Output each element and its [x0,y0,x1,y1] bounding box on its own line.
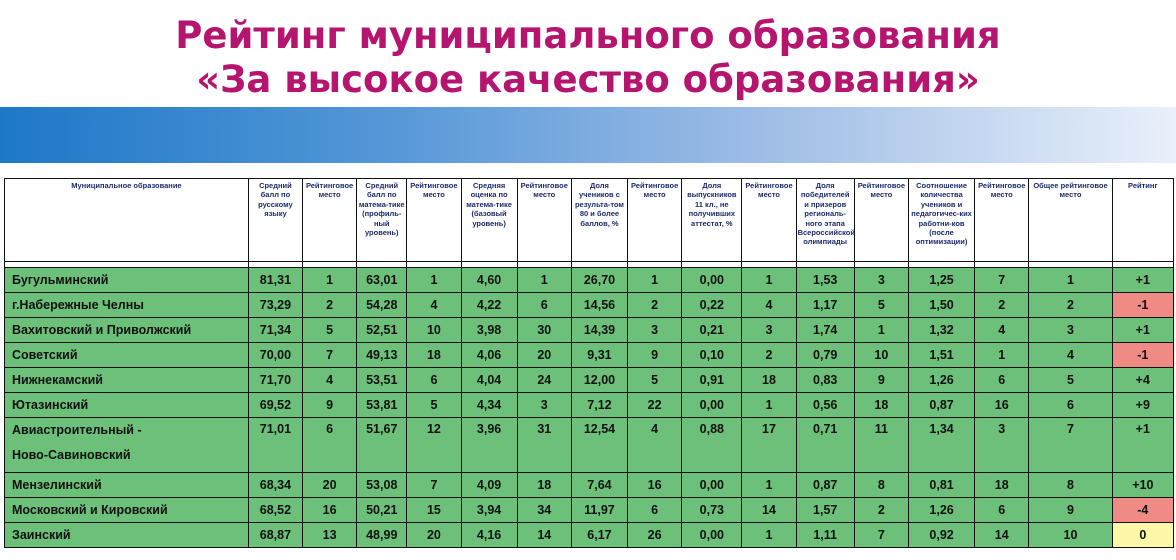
value-cell: 0,87 [908,393,974,418]
value-cell: 50,21 [357,498,407,523]
value-cell: 24 [517,368,571,393]
value-cell: 3 [742,318,796,343]
value-cell: 12,54 [571,418,627,473]
value-cell: 4,22 [461,293,517,318]
value-cell: 5 [1029,368,1112,393]
value-cell: 17 [742,418,796,473]
municipality-name [5,393,249,418]
value-cell: 7 [407,473,461,498]
value-cell: 12 [407,418,461,473]
value-cell: 73,29 [248,293,302,318]
municipality-name-line: Московский и Кировский [12,503,168,517]
value-cell: 0,88 [682,418,742,473]
value-cell: 5 [628,368,682,393]
rating-change-cell: 0 [1112,523,1173,548]
value-cell: 6 [1029,393,1112,418]
table-row [5,343,1174,368]
value-cell: 2 [628,293,682,318]
value-cell: 7 [1029,418,1112,473]
value-cell: 1,34 [908,418,974,473]
value-cell: 5 [303,318,357,343]
value-cell: 1 [517,268,571,293]
value-cell: 11,97 [571,498,627,523]
value-cell: 6 [407,368,461,393]
municipality-name-line: Нижнекамский [12,373,103,387]
header-col-14: Рейтинговое место [975,179,1029,262]
value-cell: 4,09 [461,473,517,498]
value-cell: 3 [628,318,682,343]
value-cell: 1 [854,318,908,343]
municipality-name [5,368,249,393]
value-cell: 18 [854,393,908,418]
value-cell: 0,00 [682,473,742,498]
value-cell: 3,94 [461,498,517,523]
header-row [5,179,1174,262]
rating-change-cell: -4 [1112,498,1173,523]
header-col-6: Рейтинговое место [517,179,571,262]
value-cell: 4,34 [461,393,517,418]
value-cell: 1,74 [796,318,854,343]
value-cell: 3 [854,268,908,293]
value-cell: 6 [975,368,1029,393]
value-cell: 53,51 [357,368,407,393]
value-cell: 48,99 [357,523,407,548]
value-cell: 5 [407,393,461,418]
value-cell: 1 [742,473,796,498]
header-col-12: Рейтинговое место [854,179,908,262]
value-cell: 51,67 [357,418,407,473]
value-cell: 0,22 [682,293,742,318]
municipality-name-line: Бугульминский [12,273,109,287]
value-cell: 0,83 [796,368,854,393]
value-cell: 22 [628,393,682,418]
value-cell: 14,56 [571,293,627,318]
value-cell: 1,25 [908,268,974,293]
rating-change-cell: +1 [1112,418,1173,473]
rating-table [4,178,1174,548]
value-cell: 1,26 [908,498,974,523]
header-col-9: Доля выпускников 11 кл., не получивших аттестат, % [682,179,742,262]
value-cell: 1 [628,268,682,293]
value-cell: 4,60 [461,268,517,293]
value-cell: 9 [1029,498,1112,523]
title-line-1: Рейтинг муниципального образования [175,14,1001,57]
municipality-name [5,318,249,343]
value-cell: 1,53 [796,268,854,293]
table-row [5,368,1174,393]
value-cell: 14 [742,498,796,523]
value-cell: 3 [975,418,1029,473]
header-col-11: Доля победителей и призеров региональ-ного этапа Всероссийской олимпиады [796,179,854,262]
value-cell: 0,87 [796,473,854,498]
value-cell: 18 [742,368,796,393]
value-cell: 1 [407,268,461,293]
value-cell: 18 [975,473,1029,498]
municipality-name [5,268,249,293]
rating-change-cell: -1 [1112,343,1173,368]
value-cell: 3,96 [461,418,517,473]
value-cell: 1,32 [908,318,974,343]
value-cell: 71,01 [248,418,302,473]
value-cell: 8 [1029,473,1112,498]
value-cell: 0,92 [908,523,974,548]
rating-change-cell: +4 [1112,368,1173,393]
value-cell: 3 [517,393,571,418]
table-row [5,293,1174,318]
value-cell: 4 [975,318,1029,343]
value-cell: 34 [517,498,571,523]
table-row [5,418,1174,473]
value-cell: 0,00 [682,393,742,418]
value-cell: 7 [303,343,357,368]
value-cell: 0,71 [796,418,854,473]
table-row [5,393,1174,418]
value-cell: 6 [517,293,571,318]
value-cell: 2 [742,343,796,368]
header-col-13: Соотношение количества учеников и педагогичес-ких работни-ков (после оптимизации) [908,179,974,262]
value-cell: 3,98 [461,318,517,343]
value-cell: 0,73 [682,498,742,523]
header-col-7: Доля учеников с результа-том 80 и более баллов, % [571,179,627,262]
value-cell: 1 [1029,268,1112,293]
value-cell: 69,52 [248,393,302,418]
value-cell: 6 [303,418,357,473]
value-cell: 0,91 [682,368,742,393]
value-cell: 2 [1029,293,1112,318]
value-cell: 1 [742,393,796,418]
value-cell: 4 [742,293,796,318]
header-col-8: Рейтинговое место [628,179,682,262]
value-cell: 1,57 [796,498,854,523]
table-row [5,473,1174,498]
municipality-name-line: Заинский [12,528,71,542]
value-cell: 9 [628,343,682,368]
municipality-name-line: Советский [12,348,78,362]
value-cell: 2 [303,293,357,318]
rating-change-cell: +1 [1112,318,1173,343]
value-cell: 0,79 [796,343,854,368]
header-col-2: Рейтинговое место [303,179,357,262]
value-cell: 31 [517,418,571,473]
value-cell: 14,39 [571,318,627,343]
value-cell: 11 [854,418,908,473]
municipality-name [5,293,249,318]
rating-change-cell: -1 [1112,293,1173,318]
municipality-name [5,523,249,548]
header-col-15: Общее рейтинговое место [1029,179,1112,262]
header-col-4: Рейтинговое место [407,179,461,262]
header-col-10: Рейтинговое место [742,179,796,262]
value-cell: 68,52 [248,498,302,523]
table-body [5,262,1174,548]
table-row [5,523,1174,548]
value-cell: 16 [303,498,357,523]
table-row [5,498,1174,523]
value-cell: 12,00 [571,368,627,393]
value-cell: 53,81 [357,393,407,418]
value-cell: 52,51 [357,318,407,343]
value-cell: 5 [854,293,908,318]
value-cell: 0,81 [908,473,974,498]
value-cell: 18 [407,343,461,368]
value-cell: 54,28 [357,293,407,318]
header-col-16: Рейтинг [1112,179,1173,262]
value-cell: 53,08 [357,473,407,498]
value-cell: 7,64 [571,473,627,498]
value-cell: 0,21 [682,318,742,343]
municipality-name-line: г.Набережные Челны [12,298,144,312]
header-col-1: Средний балл по русскому языку [248,179,302,262]
value-cell: 18 [517,473,571,498]
municipality-name-line: Мензелинский [12,478,102,492]
table-row [5,268,1174,293]
value-cell: 1 [975,343,1029,368]
value-cell: 20 [517,343,571,368]
value-cell: 30 [517,318,571,343]
value-cell: 0,56 [796,393,854,418]
value-cell: 9 [303,393,357,418]
value-cell: 0,10 [682,343,742,368]
value-cell: 1 [742,268,796,293]
municipality-name-line: Ютазинский [12,398,89,412]
value-cell: 4,16 [461,523,517,548]
value-cell: 20 [303,473,357,498]
value-cell: 71,34 [248,318,302,343]
value-cell: 1,51 [908,343,974,368]
value-cell: 7 [975,268,1029,293]
table-row [5,318,1174,343]
value-cell: 1,50 [908,293,974,318]
rating-change-cell: +10 [1112,473,1173,498]
value-cell: 9 [854,368,908,393]
rating-change-cell: +1 [1112,268,1173,293]
municipality-name-line: Авиастроительный - [12,423,142,437]
value-cell: 1,26 [908,368,974,393]
value-cell: 1,17 [796,293,854,318]
value-cell: 15 [407,498,461,523]
municipality-name [5,343,249,368]
value-cell: 81,31 [248,268,302,293]
municipality-name-line: Вахитовский и Приволжский [12,323,192,337]
value-cell: 1,11 [796,523,854,548]
municipality-name [5,498,249,523]
value-cell: 14 [517,523,571,548]
value-cell: 4 [1029,343,1112,368]
value-cell: 0,00 [682,268,742,293]
municipality-name-line-2: Ново-Савиновский [12,448,131,462]
value-cell: 13 [303,523,357,548]
value-cell: 63,01 [357,268,407,293]
value-cell: 20 [407,523,461,548]
title-line-2: «За высокое качество образования» [196,58,980,101]
header-col-5: Средняя оценка по матема-тике (базовый уровень) [461,179,517,262]
value-cell: 6 [975,498,1029,523]
value-cell: 16 [975,393,1029,418]
value-cell: 0,00 [682,523,742,548]
value-cell: 7 [854,523,908,548]
value-cell: 26,70 [571,268,627,293]
value-cell: 68,87 [248,523,302,548]
value-cell: 3 [1029,318,1112,343]
decorative-band [0,107,1176,163]
value-cell: 7,12 [571,393,627,418]
header-municipality: Муниципальное образование [5,179,249,262]
value-cell: 8 [854,473,908,498]
value-cell: 1 [742,523,796,548]
municipality-name [5,418,249,473]
value-cell: 4 [628,418,682,473]
value-cell: 71,70 [248,368,302,393]
value-cell: 26 [628,523,682,548]
value-cell: 70,00 [248,343,302,368]
value-cell: 1 [303,268,357,293]
municipality-name [5,473,249,498]
value-cell: 2 [975,293,1029,318]
value-cell: 9,31 [571,343,627,368]
value-cell: 49,13 [357,343,407,368]
value-cell: 10 [407,318,461,343]
header-col-3: Средний балл по матема-тике (профиль-ный уровень) [357,179,407,262]
value-cell: 10 [1029,523,1112,548]
value-cell: 4,06 [461,343,517,368]
page-title [0,14,1176,102]
value-cell: 4 [303,368,357,393]
rating-change-cell: +9 [1112,393,1173,418]
value-cell: 10 [854,343,908,368]
value-cell: 4,04 [461,368,517,393]
value-cell: 68,34 [248,473,302,498]
value-cell: 6 [628,498,682,523]
value-cell: 2 [854,498,908,523]
value-cell: 14 [975,523,1029,548]
value-cell: 16 [628,473,682,498]
value-cell: 6,17 [571,523,627,548]
value-cell: 4 [407,293,461,318]
